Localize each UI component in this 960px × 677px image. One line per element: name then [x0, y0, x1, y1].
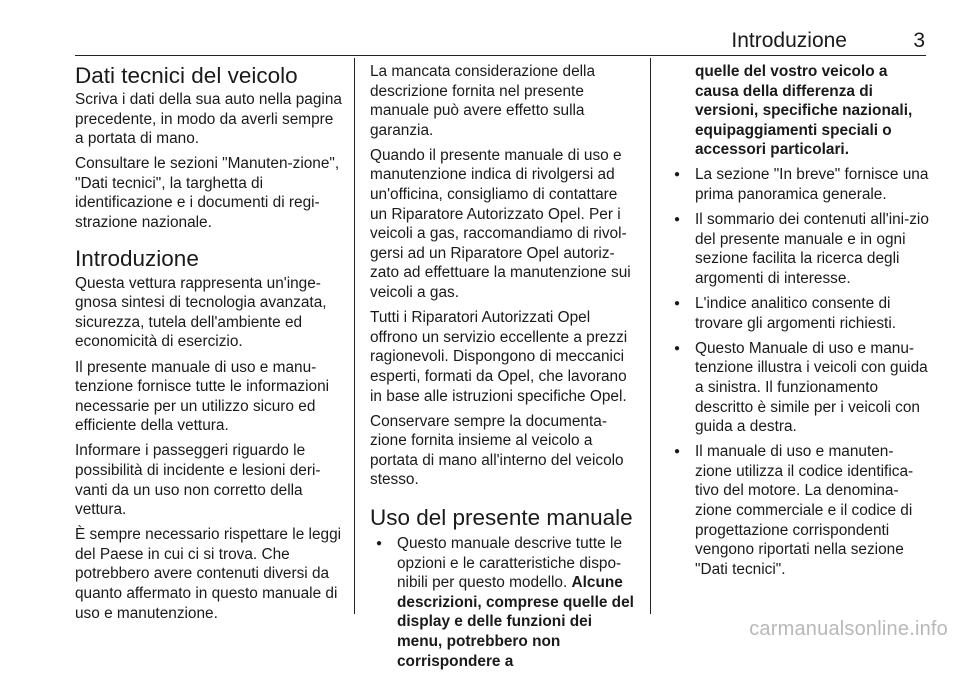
paragraph: Tutti i Riparatori Autorizzati Opel offrono un servizio eccellente a prezzi ragionevoli. Dispongono di meccanici esperti, formati da Opel, che lavorano in base alle istruzioni specifiche Opel.	[370, 309, 628, 405]
column-3	[668, 62, 930, 585]
page-number: 3	[913, 29, 925, 52]
bullet-list	[370, 534, 636, 671]
column-2	[370, 62, 636, 677]
bullet-text: Questo manuale descrive tutte le opzioni e le caratteristiche dispo-nibili per questo modello.	[397, 534, 622, 592]
list-item: ● Questo Manuale di uso e manu-tenzione illustra i veicoli con guida a sinistra. Il funzionamento descritto è simile per i veicoli con guida a destra.	[668, 339, 930, 437]
bold-continuation: quelle del vostro veicolo a causa della differenza di versioni, specifiche nazionali, equipaggiamenti speciali o accessori particolari.	[695, 63, 913, 159]
heading-introduzione: Introduzione	[75, 245, 199, 271]
paragraph: Conservare sempre la documenta-zione fornita insieme al veicolo a portata di mano all'interno del veicolo stesso.	[370, 412, 624, 489]
bullet-list	[668, 165, 930, 579]
header-rule	[75, 55, 926, 56]
running-title: Introduzione	[731, 29, 847, 52]
list-item: ● Il manuale di uso e manuten-zione utilizza il codice identifica-tivo del motore. La denomina-zione commerciale e il codice di progettazione corrispondenti vengono riportati nella sezione "Dati tecnici".	[668, 442, 930, 579]
bullet-text-bold: Alcune descrizioni, comprese quelle del display e delle funzioni dei menu, potrebbero non corrispondere a	[397, 574, 634, 670]
list-item: ● La sezione "In breve" fornisce una prima panoramica generale.	[668, 165, 930, 204]
list-item	[370, 534, 636, 671]
heading-dati-tecnici: Dati tecnici del veicolo	[75, 63, 298, 88]
heading-uso-manuale: Uso del presente manuale	[370, 504, 633, 530]
list-item: ● Il sommario dei contenuti all'ini-zio del presente manuale e in ogni sezione facilita la ricerca degli argomenti di interesse.	[668, 210, 930, 288]
page-header	[75, 30, 925, 52]
paragraph: Informare i passeggeri riguardo le possibilità di incidente e lesioni deri-vanti da un uso non corretto della vettura.	[75, 442, 321, 519]
column-divider-1	[354, 58, 355, 614]
paragraph: Il presente manuale di uso e manu-tenzione fornisce tutte le informazioni necessarie per un utilizzo sicuro ed efficiente della vettura.	[75, 358, 330, 435]
paragraph: Consultare le sezioni "Manuten-zione", "Dati tecnici", la targhetta di identificazione e i documenti di regi-strazione nazionale.	[75, 155, 340, 232]
paragraph: La mancata considerazione della descrizione fornita nel presente manuale può avere effetto sulla garanzia.	[370, 63, 596, 139]
watermark: carmanualsonline.info	[749, 618, 948, 640]
paragraph: È sempre necessario rispettare le leggi del Paese in cui ci si trova. Che potrebbero avere contenuti diversi da quanto affermato in questo manuale di uso e manutenzione.	[75, 526, 342, 622]
column-1	[75, 62, 345, 629]
paragraph: Scriva i dati della sua auto nella pagina precedente, in modo da averli sempre a portata di mano.	[75, 91, 342, 148]
column-divider-2	[650, 58, 651, 614]
paragraph: Quando il presente manuale di uso e manutenzione indica di rivolgersi ad un'officina, consigliamo di contattare un Riparatore Autorizzato Opel. Per i veicoli a gas, raccomandiamo di rivol-gersi ad un Riparatore Opel autoriz-zato ad effettuare la manutenzione sui veicoli a gas.	[370, 146, 631, 302]
list-item: ● L'indice analitico consente di trovare gli argomenti richiesti.	[668, 294, 930, 333]
paragraph: Questa vettura rappresenta un'inge-gnosa sintesi di tecnologia avanzata, sicurezza, tutela dell'ambiente ed economicità di esercizio.	[75, 274, 327, 351]
